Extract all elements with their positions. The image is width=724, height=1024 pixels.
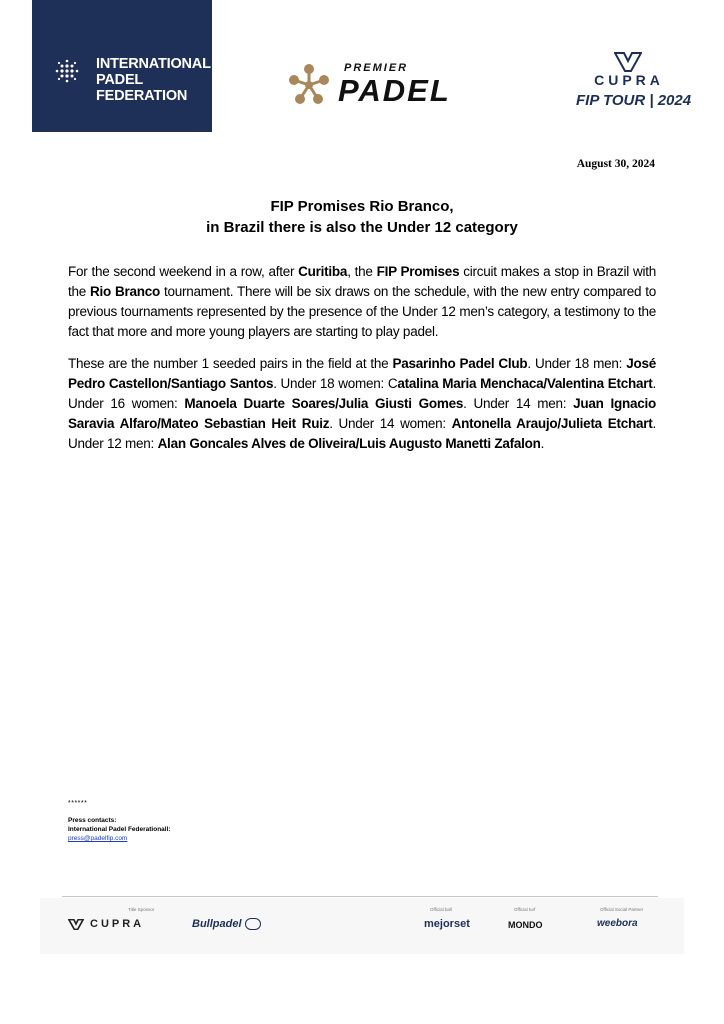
cupra-wordmark: CUPRA bbox=[594, 72, 664, 88]
page-title bbox=[0, 196, 724, 238]
cupra-fip-tour-logo bbox=[576, 52, 692, 112]
page-header bbox=[0, 0, 724, 134]
text-span: . Under 18 men: bbox=[527, 356, 627, 371]
bullpadel-sponsor-logo bbox=[192, 918, 261, 930]
text-span: For the second weekend in a row, after bbox=[68, 264, 299, 279]
padel-label: PADEL bbox=[338, 73, 451, 108]
title-sponsor-label: Title Sponsor bbox=[128, 907, 155, 912]
bold-span: Juan Ignacio Saravia Alfaro/Mateo Sebastian Heit Ruiz bbox=[68, 396, 656, 431]
text-span: . Under 18 women: C bbox=[273, 376, 398, 391]
footer-divider bbox=[62, 896, 658, 897]
official-surface-label: Official turf bbox=[514, 907, 536, 912]
bold-span: Antonella Araujo/Julieta Etchart bbox=[451, 416, 653, 431]
text-span: tournament. There will be six draws on the schedule, with the new entry compared to previous tournaments represented by the presence of the Under 12 men’s category, a testimony to the fact that more and more young players are starting to play padel. bbox=[68, 284, 657, 339]
premier-padel-star-icon bbox=[286, 62, 332, 108]
mondo-sponsor-logo bbox=[508, 920, 543, 930]
official-partner-label: Official Social Partner bbox=[600, 907, 644, 912]
padel-ball-icon bbox=[52, 56, 82, 86]
title-line-1: FIP Promises Rio Branco, bbox=[270, 198, 454, 215]
text-span: , the bbox=[347, 264, 377, 279]
text-span: circuit makes a stop in Brazil with the bbox=[68, 264, 656, 299]
press-email-link[interactable]: press@padelfip.com bbox=[68, 835, 128, 842]
separator-stars: ****** bbox=[68, 800, 88, 807]
bullpadel-badge-icon bbox=[245, 918, 261, 930]
text-span: . Under 12 men: bbox=[68, 416, 657, 451]
cupra-sponsor-text: CUPRA bbox=[90, 918, 145, 931]
press-contacts bbox=[68, 816, 171, 843]
seeds-paragraph bbox=[68, 354, 656, 454]
text-span: . Under 14 men: bbox=[463, 396, 574, 411]
ipf-logo-block bbox=[32, 0, 212, 132]
press-label: Press contacts: bbox=[68, 817, 117, 824]
bold-span: Alan Goncales Alves de Oliveira/Luis Augusto Manetti Zafalon bbox=[157, 436, 541, 451]
text-span: . bbox=[540, 436, 545, 451]
bullpadel-text: Bullpadel bbox=[192, 918, 242, 930]
official-ball-label: Official ball bbox=[430, 907, 452, 912]
ipf-line-2: PADEL bbox=[96, 72, 144, 88]
bold-span: Rio Branco bbox=[90, 284, 160, 299]
bold-span: Pasarinho Padel Club bbox=[392, 356, 528, 371]
cupra-emblem-icon bbox=[68, 919, 84, 930]
fip-tour-label: FIP TOUR | 2024 bbox=[576, 92, 692, 109]
bold-span: Manoela Duarte Soares/Julia Giusti Gomes bbox=[184, 396, 464, 411]
text-span: . Under 14 women: bbox=[329, 416, 452, 431]
mejorset-sponsor-logo: mejorset bbox=[424, 918, 470, 930]
bold-span: José Pedro Castellon/Santiago Santos bbox=[68, 356, 656, 391]
ipf-line-1: INTERNATIONAL bbox=[96, 56, 211, 72]
bold-span: Curitiba bbox=[298, 264, 348, 279]
ipf-line-3: FEDERATION bbox=[96, 88, 188, 104]
bold-span: atalina Maria Menchaca/Valentina Etchart bbox=[397, 376, 653, 391]
premier-padel-logo bbox=[286, 60, 486, 110]
premier-label: PREMIER bbox=[344, 62, 409, 74]
press-org: International Padel Federationall: bbox=[68, 826, 171, 833]
text-span: These are the number 1 seeded pairs in the field at the bbox=[68, 356, 393, 371]
cupra-emblem-icon bbox=[614, 52, 642, 72]
intro-paragraph bbox=[68, 262, 656, 342]
weebora-sponsor-logo: weebora bbox=[597, 918, 638, 929]
cupra-sponsor-logo bbox=[68, 918, 144, 930]
mondo-text: MONDO bbox=[508, 920, 543, 930]
text-span: . Under 16 women: bbox=[68, 376, 656, 411]
title-line-2: in Brazil there is also the Under 12 category bbox=[206, 219, 518, 236]
ipf-logo-text bbox=[96, 56, 211, 104]
release-date: August 30, 2024 bbox=[576, 158, 655, 170]
bold-span: FIP Promises bbox=[376, 264, 460, 279]
